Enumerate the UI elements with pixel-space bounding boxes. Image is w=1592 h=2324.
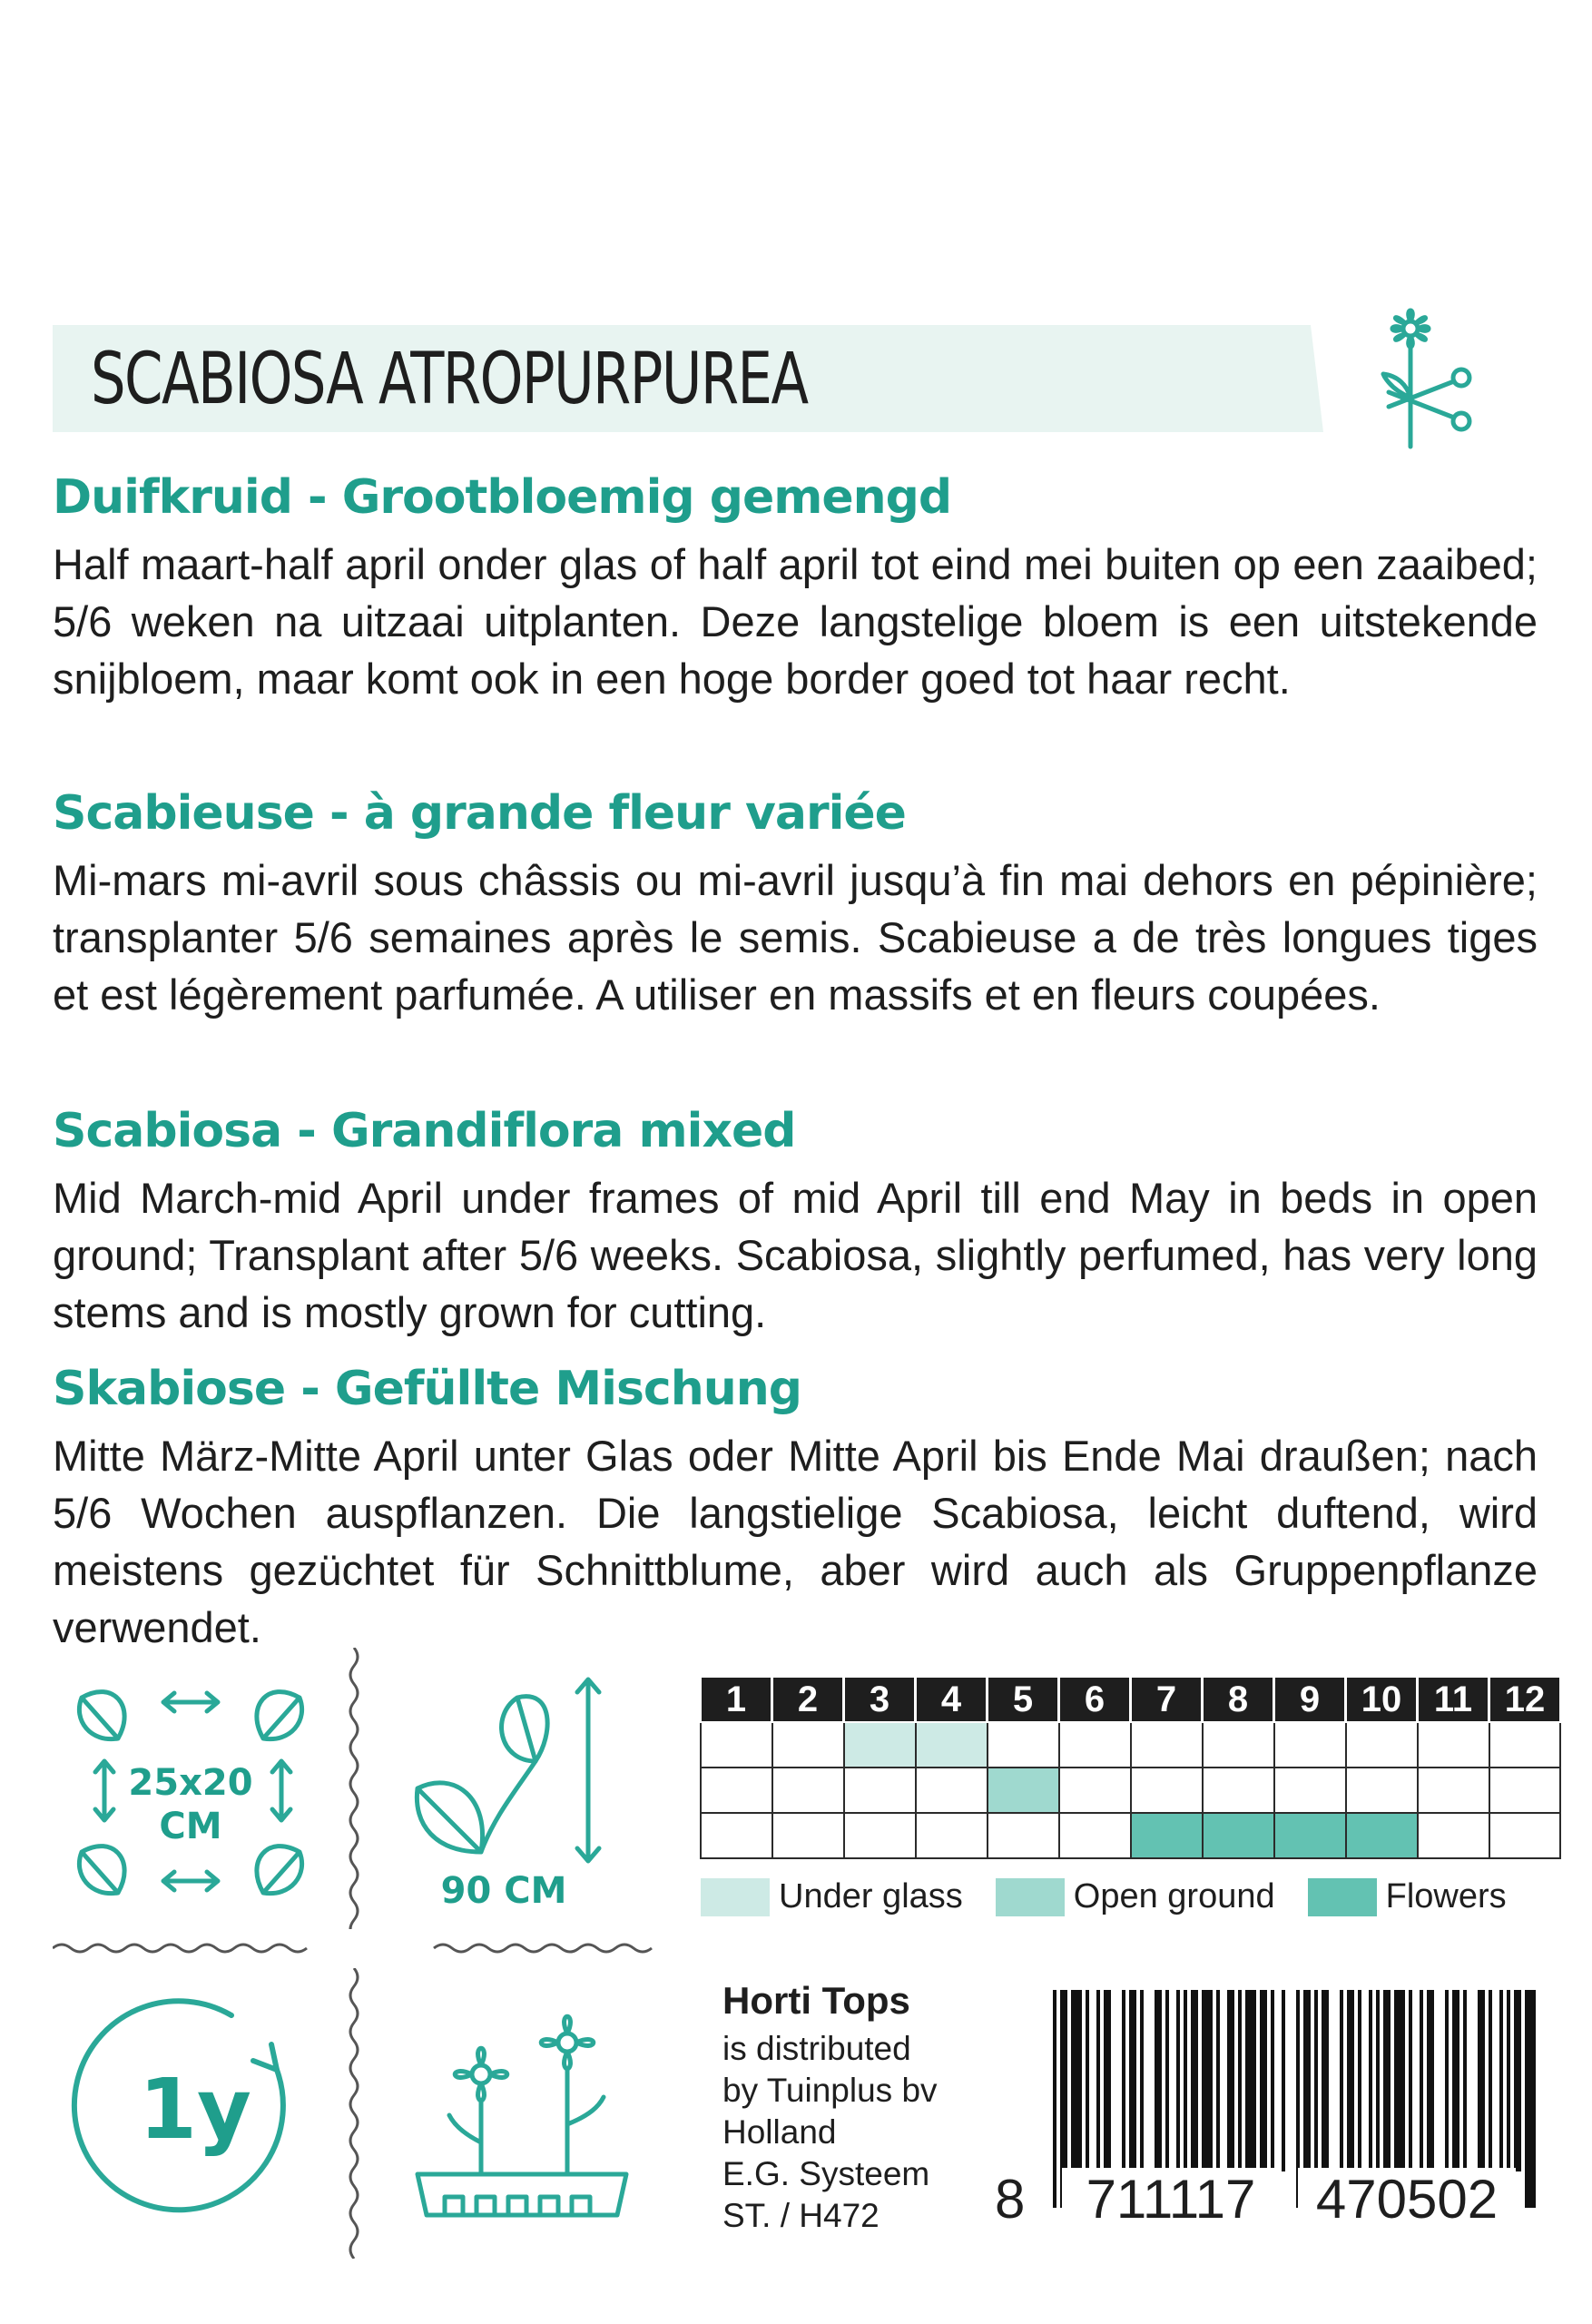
barcode-bar bbox=[1303, 1990, 1311, 2171]
brand-name: Horti Tops bbox=[722, 1979, 910, 2022]
barcode-bar bbox=[1202, 1990, 1213, 2171]
barcode-bar bbox=[1322, 1990, 1329, 2171]
calendar-cell bbox=[1203, 1813, 1274, 1858]
calendar-cell bbox=[916, 1813, 988, 1858]
page-title: SCABIOSA ATROPURPUREA bbox=[91, 339, 808, 420]
barcode-bar bbox=[1165, 1990, 1169, 2171]
barcode-bar bbox=[1347, 1990, 1354, 2171]
spacing-unit: CM bbox=[159, 1806, 222, 1847]
calendar-month-header: 11 bbox=[1418, 1677, 1489, 1722]
calendar-month-header: 2 bbox=[772, 1677, 844, 1722]
calendar-cell bbox=[1131, 1768, 1203, 1813]
calendar-cell bbox=[916, 1722, 988, 1768]
section-body-fr: Mi-mars mi-avril sous châssis ou mi-avril jusqu’à fin mai dehors en pépinière; transplanter 5/6 semaines après le semis. Scabieuse a de très longues tiges et est légèrement parfumée. A utiliser en massifs et en fleurs coupées. bbox=[53, 856, 1538, 1019]
calendar-cell bbox=[1274, 1722, 1346, 1768]
cut-flower-icon bbox=[1371, 298, 1479, 452]
legend-swatch-under-glass bbox=[701, 1878, 770, 1916]
calendar-cell bbox=[772, 1768, 844, 1813]
legend-label-open-ground: Open ground bbox=[1073, 1877, 1275, 1915]
vertical-divider bbox=[345, 1648, 363, 1929]
calendar-cell bbox=[1059, 1768, 1131, 1813]
barcode-bar bbox=[1340, 1990, 1343, 2171]
barcode-digit-prefix: 8 bbox=[995, 2169, 1026, 2230]
horizontal-divider bbox=[53, 1939, 661, 1957]
calendar-month-header: 5 bbox=[988, 1677, 1059, 1722]
barcode-bar bbox=[1489, 1990, 1492, 2171]
barcode-bar bbox=[1271, 1990, 1274, 2171]
barcode-bar bbox=[1452, 1990, 1459, 2171]
section-heading-de: Skabiose - Gefüllte Mischung bbox=[53, 1362, 801, 1416]
calendar-cell bbox=[1203, 1722, 1274, 1768]
vertical-divider bbox=[345, 1968, 363, 2259]
distributor-line: ST. / H472 bbox=[722, 2197, 880, 2234]
barcode-bar bbox=[1376, 1990, 1380, 2171]
barcode-bar bbox=[1155, 1990, 1162, 2171]
barcode-bar bbox=[1227, 1990, 1234, 2171]
calendar-cell bbox=[1418, 1722, 1489, 1768]
calendar-cell bbox=[988, 1768, 1059, 1813]
barcode-bar bbox=[1260, 1990, 1267, 2171]
section-heading-en: Scabiosa - Grandiflora mixed bbox=[53, 1104, 796, 1158]
calendar-cell bbox=[1489, 1768, 1561, 1813]
barcode-bar bbox=[1071, 1990, 1082, 2171]
barcode-bar bbox=[1507, 1990, 1510, 2171]
barcode-digits-right: 470502 bbox=[1298, 2168, 1516, 2230]
legend bbox=[701, 1877, 1507, 1916]
barcode-bar bbox=[1409, 1990, 1412, 2171]
calendar-month-header: 6 bbox=[1059, 1677, 1131, 1722]
barcode-bar bbox=[1314, 1990, 1318, 2171]
barcode-bar bbox=[1358, 1990, 1361, 2171]
legend-label-under-glass: Under glass bbox=[779, 1877, 963, 1915]
barcode-bar bbox=[1245, 1990, 1256, 2171]
barcode-bar bbox=[1369, 1990, 1372, 2171]
calendar-cell bbox=[1131, 1813, 1203, 1858]
calendar-cell bbox=[844, 1768, 916, 1813]
legend-swatch-open-ground bbox=[996, 1878, 1065, 1916]
calendar-row bbox=[701, 1768, 1561, 1813]
calendar-cell bbox=[844, 1722, 916, 1768]
calendar-cell bbox=[1418, 1813, 1489, 1858]
barcode-bar bbox=[1104, 1990, 1111, 2171]
barcode-bar bbox=[1053, 1990, 1056, 2208]
calendar-month-header: 1 bbox=[701, 1677, 772, 1722]
calendar-cell bbox=[1489, 1722, 1561, 1768]
barcode-bar bbox=[1176, 1990, 1180, 2171]
calendar-month-header: 12 bbox=[1489, 1677, 1561, 1722]
barcode-bar bbox=[1282, 1990, 1285, 2171]
section-body-en: Mid March-mid April under frames of mid April till end May in beds in open ground; Transplant after 5/6 weeks. Scabiosa, slightly perfumed, has very long stems and is mostly grown for cutting. bbox=[53, 1174, 1538, 1336]
barcode-bar bbox=[1427, 1990, 1434, 2171]
calendar-cell bbox=[1059, 1722, 1131, 1768]
distributor-line: E.G. Systeem bbox=[722, 2155, 930, 2192]
section-body-de: Mitte März-Mitte April unter Glas oder Mitte April bis Ende Mai draußen; nach 5/6 Wochen auspflanzen. Die langstielige Scabiosa, leicht duftend, wird meistens gezüchtet für Schnittblume, aber wird auch als Gruppenpflanze verwendet. bbox=[53, 1432, 1538, 1651]
legend-label-flowers: Flowers bbox=[1385, 1877, 1507, 1915]
barcode-bar bbox=[1420, 1990, 1423, 2171]
distributor-line: Holland bbox=[722, 2113, 837, 2151]
sowing-calendar bbox=[699, 1676, 1561, 1859]
calendar-cell bbox=[701, 1768, 772, 1813]
barcode-bar bbox=[1525, 1990, 1536, 2208]
barcode-bar bbox=[1086, 1990, 1089, 2171]
barcode-bar bbox=[1216, 1990, 1220, 2171]
barcode-bar bbox=[1129, 1990, 1136, 2171]
calendar-cell bbox=[1489, 1813, 1561, 1858]
calendar-month-header: 8 bbox=[1203, 1677, 1274, 1722]
spacing-value: 25x20 bbox=[128, 1762, 253, 1804]
calendar-cell bbox=[916, 1768, 988, 1813]
barcode-bar bbox=[1191, 1990, 1198, 2171]
distributor-line: is distributed bbox=[722, 2030, 911, 2067]
barcode-bar bbox=[1140, 1990, 1144, 2171]
calendar-cell bbox=[701, 1722, 772, 1768]
barcode-bar bbox=[1463, 1990, 1467, 2171]
calendar-month-header: 9 bbox=[1274, 1677, 1346, 1722]
calendar-month-header: 4 bbox=[916, 1677, 988, 1722]
legend-swatch-flowers bbox=[1308, 1878, 1377, 1916]
calendar-cell bbox=[772, 1722, 844, 1768]
barcode-bar bbox=[1238, 1990, 1242, 2171]
calendar-cell bbox=[988, 1813, 1059, 1858]
barcode-bar bbox=[1184, 1990, 1187, 2171]
calendar-cell bbox=[1203, 1768, 1274, 1813]
calendar-cell bbox=[1418, 1768, 1489, 1813]
calendar-cell bbox=[1274, 1768, 1346, 1813]
seedling-tray-icon bbox=[408, 1988, 635, 2224]
distributor-line: by Tuinplus bv bbox=[722, 2072, 938, 2109]
barcode-bar bbox=[1096, 1990, 1100, 2171]
calendar-cell bbox=[988, 1722, 1059, 1768]
section-heading-fr: Scabieuse - à grande fleur variée bbox=[53, 786, 906, 841]
calendar-row bbox=[701, 1813, 1561, 1858]
calendar-cell bbox=[1131, 1722, 1203, 1768]
section-body-nl: Half maart-half april onder glas of half april tot eind mei buiten op een zaaibed; 5/6 weken na uitzaai uitplanten. Deze langstelige bloem is een uitstekende snijbloem, maar komt ook in een hoge border goed tot haar recht. bbox=[53, 540, 1538, 703]
calendar-month-header: 10 bbox=[1346, 1677, 1418, 1722]
calendar-cell bbox=[772, 1813, 844, 1858]
calendar-month-header: 7 bbox=[1131, 1677, 1203, 1722]
height-value: 90 CM bbox=[440, 1870, 567, 1912]
calendar-cell bbox=[1274, 1813, 1346, 1858]
barcode-bar bbox=[1514, 1990, 1521, 2171]
section-heading-nl: Duifkruid - Grootbloemig gemengd bbox=[53, 470, 952, 525]
calendar-row bbox=[701, 1722, 1561, 1768]
calendar-cell bbox=[1346, 1813, 1418, 1858]
barcode-bar bbox=[1394, 1990, 1405, 2171]
calendar-cell bbox=[1346, 1768, 1418, 1813]
calendar-cell bbox=[701, 1813, 772, 1858]
barcode-digits-left: 711117 bbox=[1062, 2168, 1280, 2230]
calendar-month-header: 3 bbox=[844, 1677, 916, 1722]
plant-height-icon bbox=[408, 1670, 626, 1879]
calendar-cell bbox=[1346, 1722, 1418, 1768]
barcode-bar bbox=[1445, 1990, 1449, 2171]
barcode-bar bbox=[1499, 1990, 1503, 2171]
barcode-bar bbox=[1478, 1990, 1485, 2171]
barcode-bar bbox=[1122, 1990, 1125, 2171]
barcode-bar bbox=[1383, 1990, 1391, 2171]
calendar-cell bbox=[1059, 1813, 1131, 1858]
calendar-cell bbox=[844, 1813, 916, 1858]
lifecycle-label: 1y bbox=[139, 2061, 251, 2158]
